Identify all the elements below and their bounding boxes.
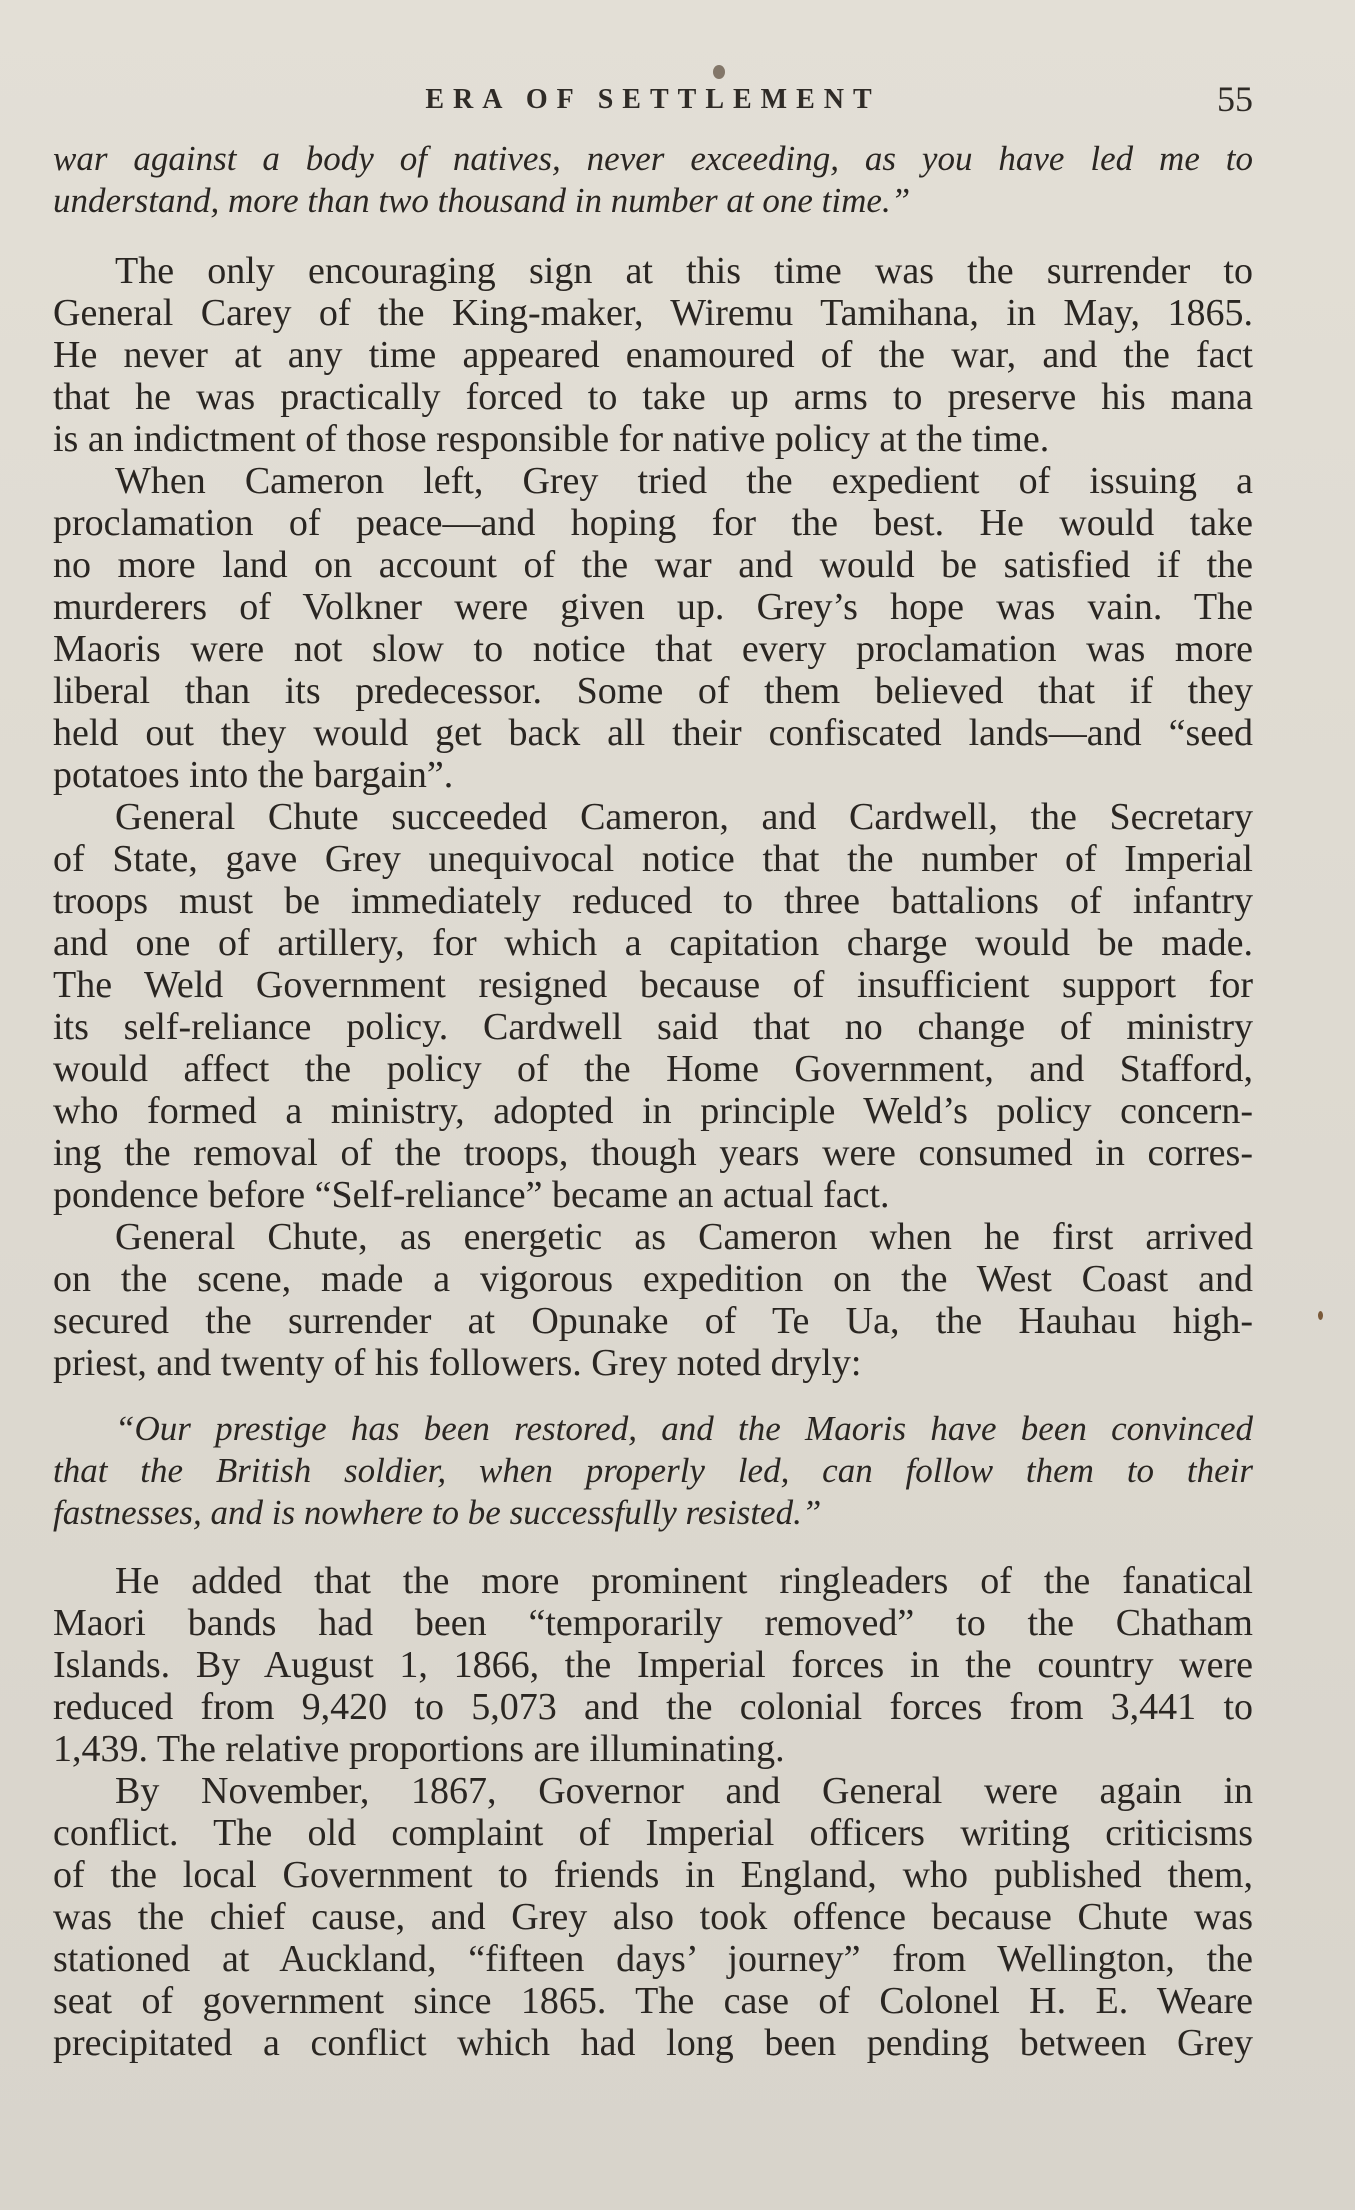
quote-line: “Our prestige has been restored, and the Maoris have been convinced <box>115 1409 1253 1448</box>
paragraph-line: seat of government since 1865. The case of Colonel H. E. Weare <box>53 1980 1253 2022</box>
paragraph-line: priest, and twenty of his followers. Grey noted dryly: <box>53 1342 862 1384</box>
paragraph-line: secured the surrender at Opunake of Te Ua, the Hauhau high- <box>53 1300 1253 1342</box>
paragraph-line: proclamation of peace—and hoping for the best. He would take <box>53 502 1253 544</box>
margin-mark <box>1318 1311 1323 1320</box>
paragraph-line: stationed at Auckland, “fifteen days’ journey” from Wellington, the <box>53 1938 1253 1980</box>
paragraph-line: of the local Government to friends in England, who published them, <box>53 1854 1253 1896</box>
paragraph-line: He added that the more prominent ringleaders of the fanatical <box>115 1560 1253 1602</box>
paragraph-line: Islands. By August 1, 1866, the Imperial forces in the country were <box>53 1644 1253 1686</box>
page-number: 55 <box>1217 79 1253 119</box>
ink-spot <box>713 65 725 79</box>
paragraph-line: of State, gave Grey unequivocal notice that the number of Imperial <box>53 838 1253 880</box>
quote-line: fastnesses, and is nowhere to be successfully resisted.” <box>53 1493 822 1532</box>
paragraph-line: The Weld Government resigned because of insufficient support for <box>53 964 1253 1006</box>
paragraph-line: and one of artillery, for which a capitation charge would be made. <box>53 922 1253 964</box>
quote-line: understand, more than two thousand in number at one time.” <box>53 181 911 220</box>
paragraph-line: Maori bands had been “temporarily removed” to the Chatham <box>53 1602 1253 1644</box>
paragraph-line: is an indictment of those responsible for native policy at the time. <box>53 418 1050 460</box>
paragraph-line: General Chute succeeded Cameron, and Cardwell, the Secretary <box>115 796 1253 838</box>
paragraph-line: murderers of Volkner were given up. Grey’s hope was vain. The <box>53 586 1253 628</box>
paragraph-line: potatoes into the bargain”. <box>53 754 454 796</box>
paragraph-line: would affect the policy of the Home Government, and Stafford, <box>53 1048 1253 1090</box>
paragraph-line: who formed a ministry, adopted in principle Weld’s policy concern- <box>53 1090 1253 1132</box>
paragraph-line: on the scene, made a vigorous expedition on the West Coast and <box>53 1258 1253 1300</box>
paragraph-line: troops must be immediately reduced to three battalions of infantry <box>53 880 1253 922</box>
paragraph-line: its self-reliance policy. Cardwell said that no change of ministry <box>53 1006 1253 1048</box>
paragraph-line: When Cameron left, Grey tried the expedient of issuing a <box>115 460 1253 502</box>
paragraph-line: pondence before “Self-reliance” became an actual fact. <box>53 1174 890 1216</box>
page-header <box>53 78 1253 128</box>
paragraph-line: The only encouraging sign at this time was the surrender to <box>115 250 1253 292</box>
paragraph-line: 1,439. The relative proportions are illuminating. <box>53 1728 785 1770</box>
paragraph-line: that he was practically forced to take up arms to preserve his mana <box>53 376 1253 418</box>
paragraph-line: General Chute, as energetic as Cameron when he first arrived <box>115 1216 1253 1258</box>
paragraph-line: conflict. The old complaint of Imperial officers writing criticisms <box>53 1812 1253 1854</box>
paragraph-line: By November, 1867, Governor and General were again in <box>115 1770 1253 1812</box>
paragraph-line: He never at any time appeared enamoured of the war, and the fact <box>53 334 1253 376</box>
paragraph-line: was the chief cause, and Grey also took offence because Chute was <box>53 1896 1253 1938</box>
body-text <box>53 138 1253 2064</box>
paragraph-line: General Carey of the King-maker, Wiremu Tamihana, in May, 1865. <box>53 292 1253 334</box>
paragraph-line: held out they would get back all their confiscated lands—and “seed <box>53 712 1253 754</box>
paragraph-line: no more land on account of the war and would be satisfied if the <box>53 544 1253 586</box>
paragraph-line: precipitated a conflict which had long been pending between Grey <box>53 2022 1253 2064</box>
paragraph-line: Maoris were not slow to notice that every proclamation was more <box>53 628 1253 670</box>
paragraph-line: ing the removal of the troops, though years were consumed in corres- <box>53 1132 1253 1174</box>
quote-line: war against a body of natives, never exceeding, as you have led me to <box>53 139 1253 178</box>
paragraph-line: reduced from 9,420 to 5,073 and the colonial forces from 3,441 to <box>53 1686 1253 1728</box>
quote-line: that the British soldier, when properly led, can follow them to their <box>53 1451 1253 1490</box>
paragraph-line: liberal than its predecessor. Some of them believed that if they <box>53 670 1253 712</box>
running-head: ERA OF SETTLEMENT <box>425 84 881 115</box>
